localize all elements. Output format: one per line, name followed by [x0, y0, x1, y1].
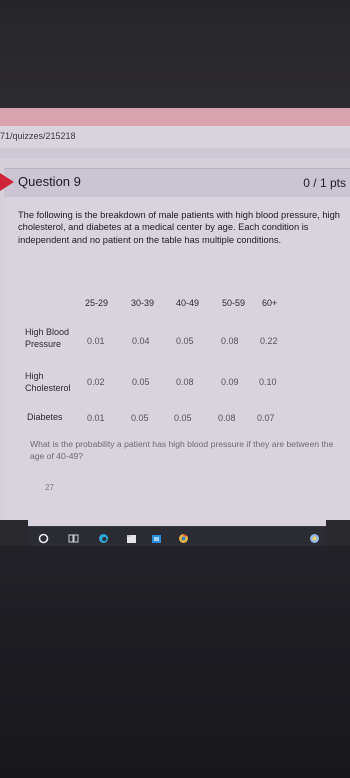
question-body [4, 197, 350, 527]
table-cell: 0.05 [132, 377, 150, 387]
answer-input[interactable]: 27 [45, 483, 54, 492]
column-header: 25-29 [85, 298, 109, 308]
app-icon[interactable] [309, 531, 320, 542]
row-label-high-blood-pressure [25, 326, 69, 350]
question-points: 0 / 1 pts [303, 176, 346, 190]
screen-top-dark [0, 0, 350, 108]
edge-icon[interactable] [98, 531, 109, 542]
column-header: 60+ [262, 298, 278, 308]
table-cell: 0.05 [174, 413, 192, 423]
screen-lower-dark [0, 546, 350, 778]
row-label-line: Pressure [25, 339, 62, 349]
row-label-line: High Blood [25, 327, 70, 337]
flag-icon[interactable] [0, 173, 14, 191]
row-label-line: Diabetes [27, 412, 63, 422]
question-prompt: What is the probability a patient has high blood pressure if they are between the age of 40-49? [30, 439, 334, 461]
chrome-icon[interactable] [178, 531, 189, 542]
browser-header-bar [0, 108, 350, 126]
question-title: Question 9 [18, 174, 81, 189]
table-cell: 0.08 [218, 413, 236, 423]
store-icon[interactable] [151, 531, 162, 542]
row-label-line: Cholesterol [25, 383, 71, 393]
page-strip [0, 148, 350, 158]
table-cell: 0.01 [87, 336, 105, 346]
row-label-diabetes [27, 411, 63, 423]
column-header: 40-49 [176, 298, 200, 308]
search-icon[interactable] [38, 531, 49, 542]
column-header: 50-59 [222, 298, 246, 308]
table-cell: 0.02 [87, 377, 105, 387]
url-text: 71/quizzes/215218 [0, 131, 76, 141]
table-cell: 0.08 [221, 336, 239, 346]
question-text: The following is the breakdown of male patients with high blood pressure, high cholesterol, and diabetes at a medical center by age. Each condition is independent and no patient on the table has multiple conditions. [18, 210, 340, 245]
file-explorer-icon[interactable] [126, 531, 137, 542]
taskbar [28, 526, 326, 546]
table-cell: 0.01 [87, 413, 105, 423]
table-cell: 0.05 [131, 413, 149, 423]
table-cell: 0.09 [221, 377, 239, 387]
table-cell: 0.08 [176, 377, 194, 387]
task-view-icon[interactable] [68, 531, 79, 542]
table-cell: 0.22 [260, 336, 278, 346]
table-cell: 0.07 [257, 413, 275, 423]
row-label-high-cholesterol [25, 370, 71, 394]
column-header: 30-39 [131, 298, 155, 308]
row-label-line: High [25, 371, 44, 381]
table-cell: 0.10 [259, 377, 277, 387]
address-bar[interactable] [0, 126, 350, 148]
table-cell: 0.04 [132, 336, 150, 346]
table-cell: 0.05 [176, 336, 194, 346]
